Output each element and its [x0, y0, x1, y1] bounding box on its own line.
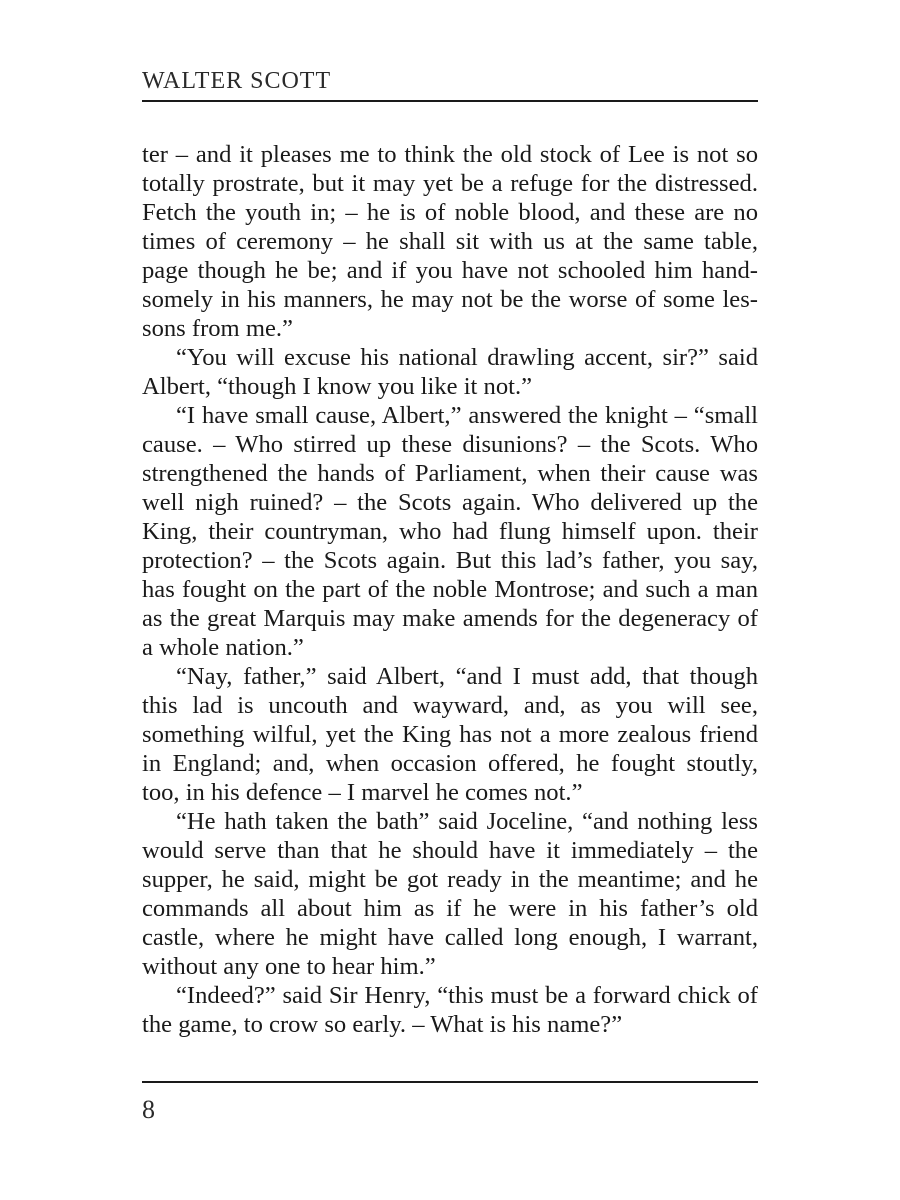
- running-head: WALTER SCOTT: [142, 68, 332, 94]
- paragraph: “He hath taken the bath” said Joceline, “and nothing less would serve than that he should have it immediately – the supper, he said, might be got ready in the meantime; and he commands all about him as if he were in his father’s old castle, where he might have called long enough, I warrant, without any one to hear him.”: [142, 808, 758, 980]
- body-text: [142, 140, 758, 1039]
- page-number: 8: [142, 1095, 155, 1124]
- header-rule: [142, 100, 758, 102]
- paragraph-continued: ter – and it pleases me to think the old stock of Lee is not so totally prostrate, but it may yet be a refuge for the distressed. Fetch the youth in; – he is of noble blood, and these are no times of ceremony – he shall sit with us at the same table, page though he be; and if you have not schooled him handsomely in his manners, he may not be the worse of some lessons from me.”: [142, 141, 758, 342]
- footer-rule: [142, 1081, 758, 1083]
- paragraph: “Indeed?” said Sir Henry, “this must be a forward chick of the game, to crow so early. – What is his name?”: [142, 982, 758, 1038]
- paragraph: “I have small cause, Albert,” answered the knight – “small cause. – Who stirred up these disunions? – the Scots. Who strengthened the hands of Parliament, when their cause was well nigh ruined? – the Scots again. Who delivered up the King, their countryman, who had flung himself upon. their protection? – the Scots again. But this lad’s father, you say, has fought on the part of the noble Montrose; and such a man as the great Marquis may make amends for the degeneracy of a whole nation.”: [142, 402, 758, 661]
- paragraph: “Nay, father,” said Albert, “and I must add, that though this lad is uncouth and wayward, and, as you will see, something wilful, yet the King has not a more zealous friend in England; and, when occasion offered, he fought stoutly, too, in his defence – I marvel he comes not.”: [142, 663, 758, 806]
- paragraph: “You will excuse his national drawling accent, sir?” said Albert, “though I know you like it not.”: [142, 344, 758, 400]
